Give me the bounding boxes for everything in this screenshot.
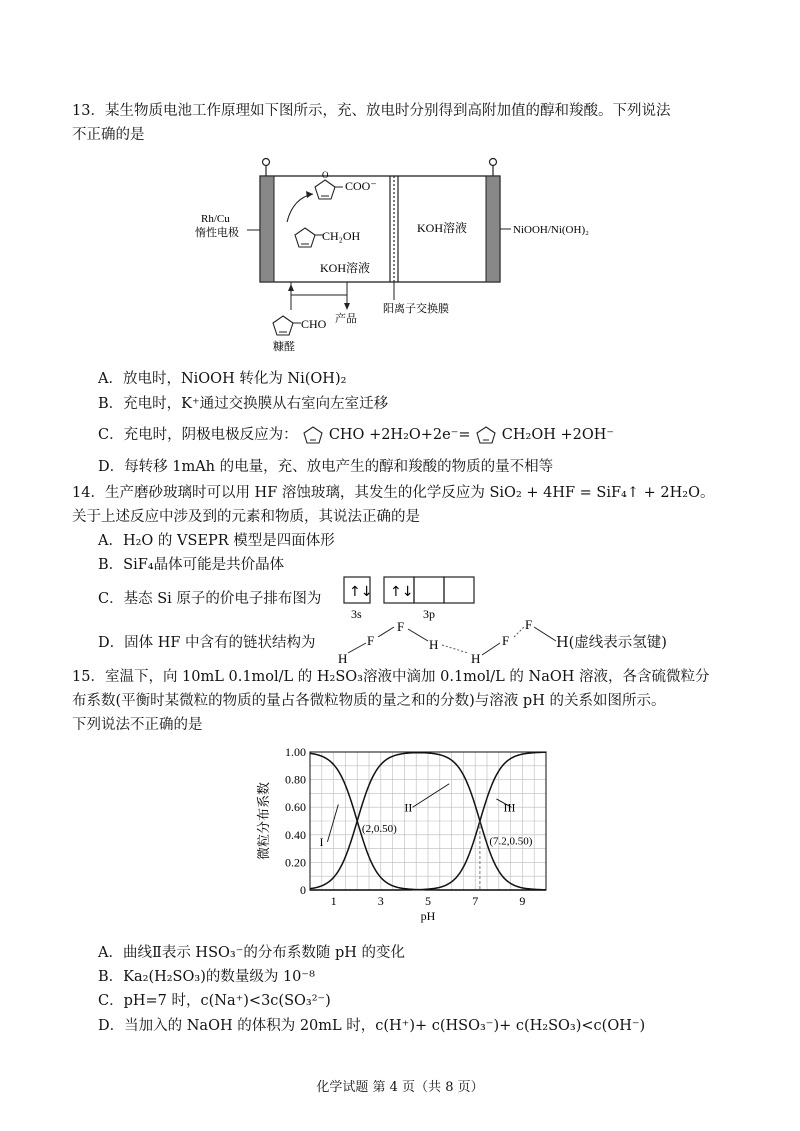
chain-h: H xyxy=(338,651,348,665)
q15-stem-line3: 下列说法不正确的是 xyxy=(72,717,203,733)
x-axis-label: pH xyxy=(420,909,436,923)
orbital-3p-label: 3p xyxy=(423,607,435,621)
page-footer: 化学试题 第 4 页（共 8 页） xyxy=(316,1080,484,1095)
q15-stem-line2: 布系数(平衡时某微粒的物质的量占各微粒物质的量之和的分数)与溶液 pH 的关系如图所示。 xyxy=(72,693,666,709)
membrane-label: 阳离子交换膜 xyxy=(383,303,449,315)
series-label-I: I xyxy=(319,834,324,849)
q13-option-c-mid: +2H₂O+2e⁻= xyxy=(369,427,471,443)
y-tick-label: 1.00 xyxy=(285,745,306,759)
q14-stem-line1: 14．生产磨砂玻璃时可以用 HF 溶蚀玻璃，其发生的化学反应为 SiO₂ + 4HF = SiF₄↑ + 2H₂O。 xyxy=(72,485,715,501)
chain-f: F xyxy=(502,633,510,648)
q14-option-d-prefix: D．固体 HF 中含有的链状结构为 xyxy=(98,635,316,651)
q14-option-c xyxy=(98,588,321,610)
q15-stem-line1: 15．室温下，向 10mL 0.1mol/L 的 H₂SO₃溶液中滴加 0.1mol/L 的 NaOH 溶液，各含硫微粒分 xyxy=(72,669,710,685)
q15-option-c: C．pH=7 时，c(Na⁺)<3c(SO₃²⁻) xyxy=(98,993,331,1009)
chain-f: F xyxy=(397,619,405,634)
y-tick-label: 0.60 xyxy=(285,800,306,815)
annotation-point-2: (7.2,0.50) xyxy=(489,835,533,848)
alcohol-label: CH₂OH xyxy=(322,229,361,243)
feed-name-label: 糠醛 xyxy=(273,341,295,353)
chain-h: H xyxy=(471,651,481,665)
q14-option-c-prefix: C．基态 Si 原子的价电子排布图为 xyxy=(98,591,322,607)
chain-f: F xyxy=(525,617,533,632)
orbital-3s-label: 3s xyxy=(351,607,362,621)
furan-carboxylate-icon xyxy=(315,170,343,199)
battery-diagram xyxy=(195,150,625,360)
x-tick-label: 3 xyxy=(377,894,384,908)
series-label-III: III xyxy=(503,800,516,815)
right-electrode-label: NiOOH/Ni(OH)₂ xyxy=(513,224,589,236)
x-tick-label: 9 xyxy=(519,894,526,908)
y-tick-label: 0.80 xyxy=(285,772,306,787)
furan-ring-icon xyxy=(475,425,497,445)
q14-option-a: A．H₂O 的 VSEPR 模型是四面体形 xyxy=(98,533,335,549)
q13-option-c xyxy=(98,424,614,446)
series-leader-line xyxy=(327,804,338,841)
right-electrode-plate xyxy=(486,176,500,282)
q13-option-b: B．充电时，K⁺通过交换膜从右室向左室迁移 xyxy=(98,396,389,412)
series-label-II: II xyxy=(404,800,413,815)
furfural-icon xyxy=(273,316,301,335)
chain-h: H xyxy=(429,637,439,652)
series-leader-line xyxy=(412,784,449,808)
y-tick-label: 0 xyxy=(300,883,306,897)
y-axis-label: 微粒分布系数 xyxy=(256,781,271,861)
carboxylate-label: COO⁻ xyxy=(345,179,377,193)
q13-option-a: A．放电时，NiOOH 转化为 Ni(OH)₂ xyxy=(98,371,347,387)
distribution-chart xyxy=(250,740,560,940)
svg-text:↑↓: ↑↓ xyxy=(349,584,373,600)
svg-text:↑↓: ↑↓ xyxy=(390,584,414,600)
q13-option-c-end: +2OH⁻ xyxy=(560,427,615,443)
left-electrode-plate xyxy=(260,176,274,282)
x-tick-label: 5 xyxy=(425,894,431,908)
svg-text:O: O xyxy=(322,170,329,180)
q13-option-c-prefix: C．充电时，阴极电极反应为： xyxy=(98,427,298,443)
furan-alcohol-icon xyxy=(295,228,323,247)
q15-option-b: B．Ka₂(H₂SO₃)的数量级为 10⁻⁸ xyxy=(98,969,315,985)
q15-option-a: A．曲线Ⅱ表示 HSO₃⁻的分布系数随 pH 的变化 xyxy=(98,945,406,961)
q13-option-d: D．每转移 1mAh 的电量，充、放电产生的醇和羧酸的物质的量不相等 xyxy=(98,459,554,475)
q14-option-b: B．SiF₄晶体可能是共价晶体 xyxy=(98,557,285,573)
q13-option-c-ch2oh: CH₂OH xyxy=(501,427,556,443)
q14-option-d-suffix: H(虚线表示氢键) xyxy=(556,635,667,651)
x-tick-label: 7 xyxy=(472,894,479,908)
y-tick-label: 0.20 xyxy=(285,855,306,870)
left-solution-label: KOH溶液 xyxy=(320,261,370,275)
q13-option-c-cho: CHO xyxy=(328,427,365,443)
q14-stem-line2: 关于上述反应中涉及到的元素和物质，其说法正确的是 xyxy=(72,509,420,525)
left-electrode-label: Rh/Cu xyxy=(201,213,230,225)
left-electrode-label2: 惰性电极 xyxy=(195,227,239,239)
q13-stem-line2: 不正确的是 xyxy=(72,127,145,143)
y-tick-label: 0.40 xyxy=(285,827,306,842)
right-solution-label: KOH溶液 xyxy=(417,221,467,235)
furan-ring-icon xyxy=(302,425,324,445)
product-label: 产品 xyxy=(335,313,357,325)
annotation-point-1: (2,0.50) xyxy=(361,823,397,836)
x-tick-label: 1 xyxy=(330,894,337,908)
hf-chain-diagram xyxy=(332,615,562,665)
q15-option-d: D．当加入的 NaOH 的体积为 20mL 时，c(H⁺)+ c(HSO₃⁻)+ c(H₂SO₃)<c(OH⁻) xyxy=(98,1018,646,1034)
chain-f: F xyxy=(367,633,375,648)
q13-stem-line1: 13．某生物质电池工作原理如下图所示，充、放电时分别得到高附加值的醇和羧酸。下列说法 xyxy=(72,103,671,119)
feed-group-label: CHO xyxy=(301,317,327,331)
